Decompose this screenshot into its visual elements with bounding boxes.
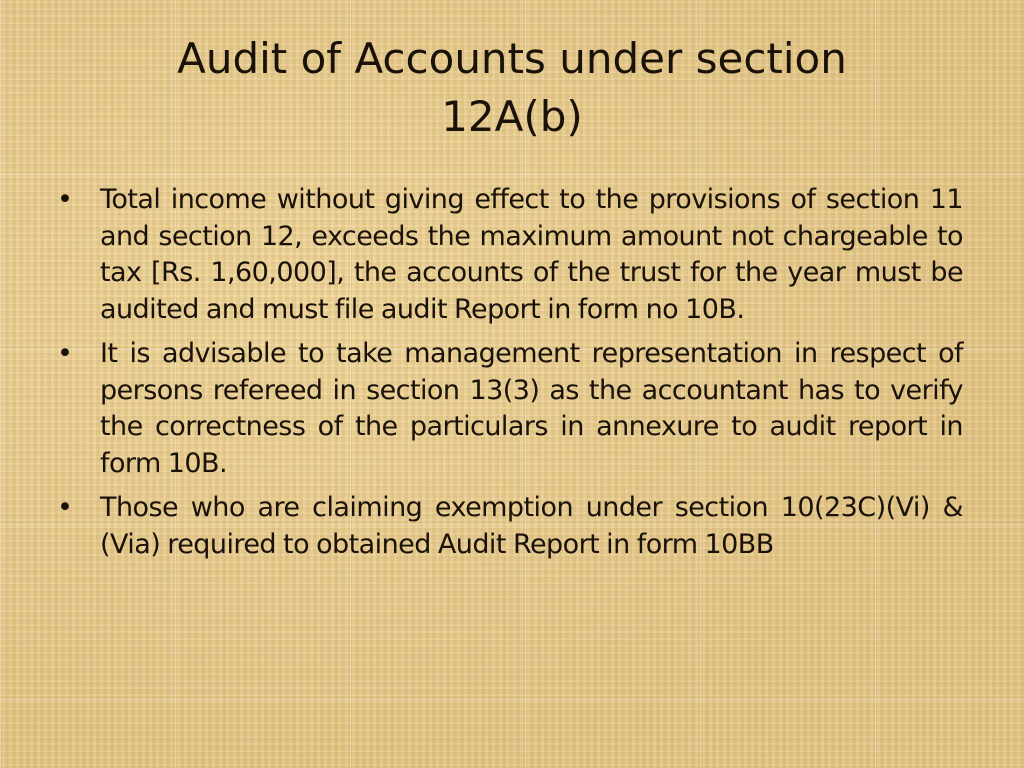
bullet-list — [55, 182, 963, 571]
slide-title — [60, 30, 964, 146]
bullet-text: It is advisable to take management representation in respect of persons refereed in section 13(3) as the accountant has to verify the correctness of the particulars in annexure to audit report in form 10B. — [100, 338, 963, 479]
bullet-marker-icon: • — [57, 338, 73, 369]
bullet-text: Those who are claiming exemption under section 10(23C)(Vi) & (Via) required to obtained Audit Report in form 10BB — [100, 492, 963, 560]
bullet-item — [55, 182, 963, 328]
slide-title-line-2: 12A(b) — [441, 92, 583, 141]
bullet-marker-icon: • — [57, 492, 73, 523]
bullet-text: Total income without giving effect to the provisions of section 11 and section 12, exceeds the maximum amount not chargeable to tax [Rs. 1,60,000], the accounts of the trust for the year must be audited and must file audit Report in form no 10B. — [100, 184, 963, 325]
bullet-item — [55, 490, 963, 563]
slide-title-line-1: Audit of Accounts under section — [177, 34, 847, 83]
bullet-marker-icon: • — [57, 184, 73, 215]
bullet-item — [55, 336, 963, 482]
